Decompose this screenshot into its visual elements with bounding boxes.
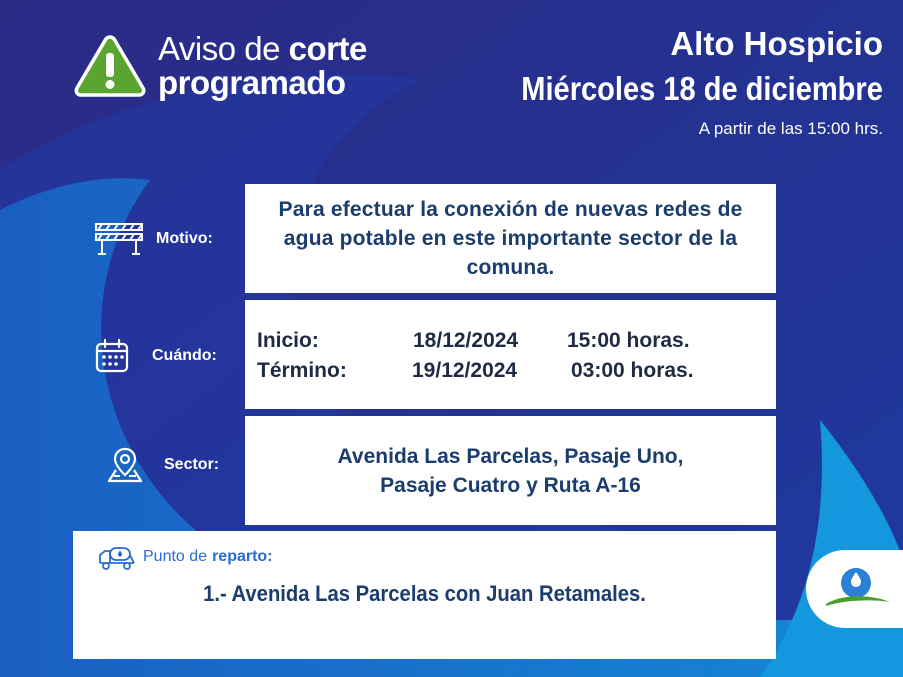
start-date: 18/12/2024 — [413, 329, 519, 352]
cuando-label-row — [94, 338, 217, 374]
reparto-header — [97, 543, 273, 571]
warning-icon — [74, 33, 146, 97]
cuando-label: Cuándo: — [152, 347, 217, 364]
sector-label: Sector: — [164, 456, 220, 473]
water-drop-logo-icon — [806, 550, 903, 628]
sector-line-2: Pasaje Cuatro y Ruta A-16 — [380, 473, 641, 497]
reparto-label-bold: reparto: — [212, 548, 273, 565]
sector-label-row — [106, 446, 219, 484]
company-logo — [806, 550, 903, 628]
notice-title-light: Aviso de — [158, 30, 280, 67]
sector-box — [245, 416, 776, 525]
end-label: Término: — [257, 359, 347, 382]
calendar-icon — [94, 338, 130, 374]
start-time-note: A partir de las 15:00 hrs. — [698, 119, 883, 138]
start-time: 15:00 horas. — [567, 329, 690, 352]
city-title: Alto Hospicio — [670, 25, 883, 62]
sector-line-1: Avenida Las Parcelas, Pasaje Uno, — [337, 444, 684, 468]
cuando-box — [245, 300, 776, 409]
notice-title-bold: corte — [288, 30, 367, 67]
roadblock-icon — [94, 222, 144, 256]
motivo-text: Para efectuar la conexión de nuevas redes de agua potable en este importante sector de la comuna. — [278, 198, 743, 279]
map-pin-icon — [106, 446, 144, 484]
water-truck-icon — [97, 543, 137, 571]
reparto-box — [73, 531, 776, 659]
motivo-label-row — [94, 222, 213, 256]
start-label: Inicio: — [257, 329, 319, 352]
end-time: 03:00 horas. — [571, 359, 694, 382]
notice-title-line2: programado — [158, 64, 346, 101]
end-date: 19/12/2024 — [412, 359, 518, 382]
motivo-label: Motivo: — [156, 230, 213, 247]
notice-title — [158, 32, 367, 100]
motivo-box — [245, 184, 776, 293]
reparto-item: 1.- Avenida Las Parcelas con Juan Retamales. — [203, 581, 646, 606]
reparto-label-light: Punto de — [143, 548, 208, 565]
event-date: Miércoles 18 de diciembre — [521, 70, 883, 107]
